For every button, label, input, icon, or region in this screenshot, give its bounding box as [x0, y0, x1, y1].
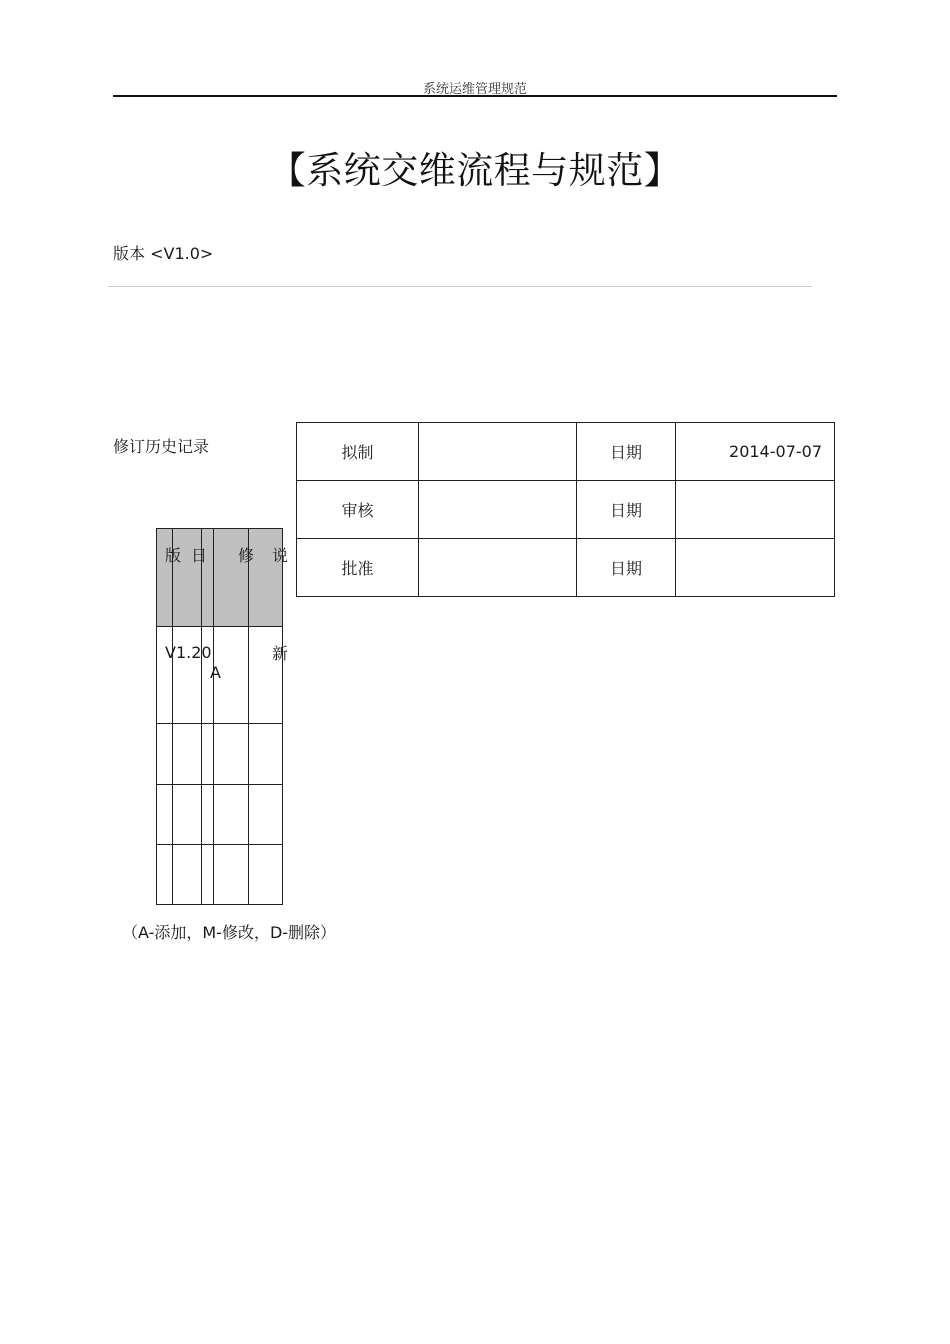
section-divider — [108, 286, 812, 287]
table-row — [297, 423, 835, 481]
approval-label-cell: 审核 — [297, 481, 419, 539]
date-label-cell: 日期 — [577, 423, 676, 481]
date-label-cell: 日期 — [577, 481, 676, 539]
grid-line — [156, 626, 283, 627]
header-divider — [113, 95, 837, 97]
date-value-cell: 2014-07-07 — [676, 423, 835, 481]
approval-value-cell — [419, 423, 577, 481]
date-label-cell: 日期 — [577, 539, 676, 597]
grid-line — [282, 528, 283, 905]
grid-line — [156, 528, 157, 905]
table-row — [297, 481, 835, 539]
revision-description-cell: 新 — [272, 644, 289, 663]
date-value-cell — [676, 539, 835, 597]
approval-value-cell — [419, 539, 577, 597]
grid-line — [156, 528, 283, 529]
grid-line — [172, 528, 173, 905]
grid-line — [213, 528, 214, 905]
column-header-modify: 修 — [238, 546, 255, 565]
column-header-date: 日 — [191, 546, 208, 565]
grid-line — [156, 723, 283, 724]
grid-line — [156, 844, 283, 845]
revision-history-title: 修订历史记录 — [113, 437, 210, 456]
approval-label-cell: 拟制 — [297, 423, 419, 481]
document-title: 【系统交维流程与规范】 — [268, 149, 682, 192]
grid-line — [248, 528, 249, 905]
version-label: 版本 <V1.0> — [113, 244, 214, 263]
grid-line — [156, 904, 283, 905]
grid-line — [156, 784, 283, 785]
revision-history-table — [156, 528, 289, 905]
approval-label-cell: 批准 — [297, 539, 419, 597]
column-header-description: 说 — [272, 546, 289, 565]
change-type-legend: （A-添加，M-修改，D-删除） — [122, 923, 337, 942]
grid-line — [201, 528, 202, 905]
header-title: 系统运维管理规范 — [422, 82, 527, 97]
table-row — [297, 539, 835, 597]
date-value-cell — [676, 481, 835, 539]
revision-version-cell: V1.20 — [165, 643, 212, 662]
revision-mode-cell: A — [210, 663, 221, 682]
table-header-background — [156, 528, 283, 626]
column-header-version: 版 — [165, 546, 182, 565]
approval-table — [296, 422, 835, 597]
approval-value-cell — [419, 481, 577, 539]
